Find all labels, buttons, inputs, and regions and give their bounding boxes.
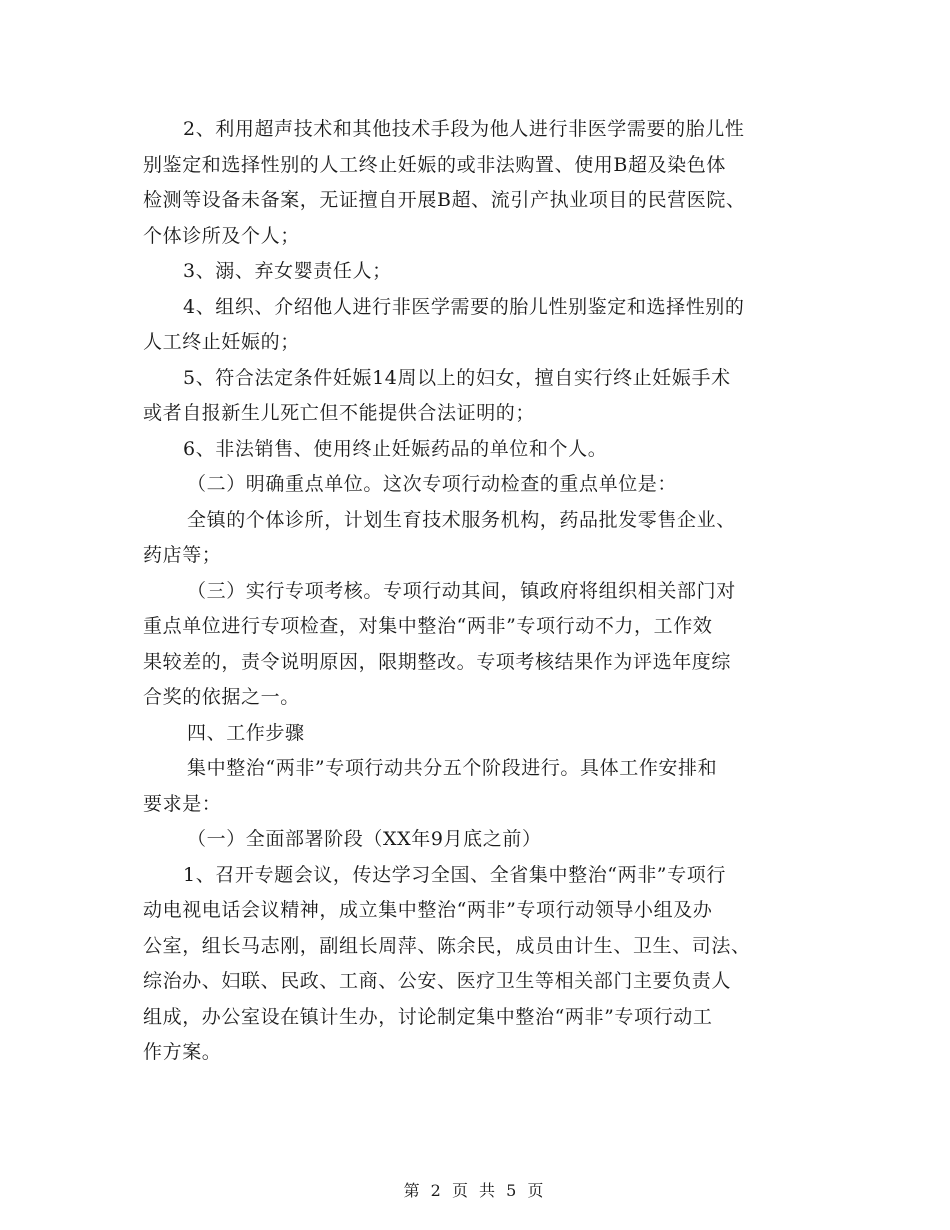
text-line: 四、工作步骤 [187,721,305,744]
text-line: 人工终止妊娠的； [143,331,300,353]
document-body [143,112,809,1071]
text-line: 3、溺、弃女婴责任人； [183,260,392,282]
text-line: 重点单位进行专项检查，对集中整治“两非”专项行动不力，工作效 [143,615,713,637]
text-line: 6、非法销售、使用终止妊娠药品的单位和个人。 [183,437,608,460]
text-line: 或者自报新生儿死亡但不能提供合法证明的； [143,402,536,424]
text-line: （三）实行专项考核。专项行动其间，镇政府将组织相关部门对 [187,579,736,602]
text-line: 公室，组长马志刚，副组长周萍、陈余民，成员由计生、卫生、司法、 [143,934,751,957]
text-line: 1、召开专题会议，传达学习全国、全省集中整治“两非”专项行 [183,863,726,886]
page-footer: 第 2 页 共 5 页 [403,1181,547,1200]
text-line: 个体诊所及个人； [143,224,300,247]
text-line: 药店等； [143,544,222,566]
text-line: 综治办、妇联、民政、工商、公安、医疗卫生等相关部门主要负责人 [143,970,732,992]
text-line: 检测等设备未备案，无证擅自开展B超、流引产执业项目的民营医院、 [143,189,746,211]
text-line: 作方案。 [143,1041,222,1063]
text-line: 集中整治“两非”专项行动共分五个阶段进行。具体工作安排和 [187,757,718,779]
text-line: 动电视电话会议精神，成立集中整治“两非”专项行动领导小组及办 [143,899,713,921]
text-line: 要求是： [143,792,222,815]
text-line: 4、组织、介绍他人进行非医学需要的胎儿性别鉴定和选择性别的 [183,295,745,318]
text-line: （二）明确重点单位。这次专项行动检查的重点单位是： [187,473,678,495]
text-line: 果较差的，责令说明原因，限期整改。专项考核结果作为评选年度综 [143,650,732,673]
text-line: （一）全面部署阶段（XX年9月底之前） [187,828,542,850]
text-line: 5、符合法定条件妊娠14周以上的妇女，擅自实行终止妊娠手术 [183,366,731,389]
text-line: 别鉴定和选择性别的人工终止妊娠的或非法购置、使用B超及染色体 [143,153,726,176]
text-line: 合奖的依据之一。 [143,686,300,708]
text-line: 组成，办公室设在镇计生办，讨论制定集中整治“两非”专项行动工 [143,1005,713,1028]
text-line: 全镇的个体诊所，计划生育技术服务机构，药品批发零售企业、 [187,508,736,531]
text-line: 2、利用超声技术和其他技术手段为他人进行非医学需要的胎儿性 [183,118,745,140]
